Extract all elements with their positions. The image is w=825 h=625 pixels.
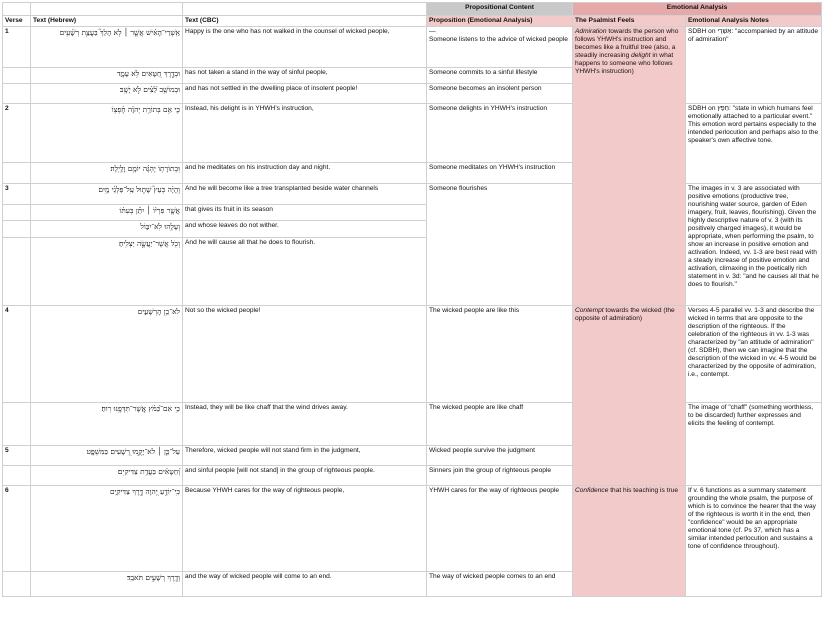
verse-cell[interactable]	[3, 238, 31, 306]
verse-cell[interactable]	[3, 68, 31, 84]
proposition-cell[interactable]: The way of wicked people comes to an end	[427, 572, 573, 597]
proposition-cell[interactable]: Someone commits to a sinful lifestyle	[427, 68, 573, 84]
verse-cell[interactable]	[3, 163, 31, 184]
table-row	[3, 184, 822, 205]
analysis-notes-cell[interactable]: The images in v. 3 are associated with positive emotions (productive tree, nourishing water source, garden of Eden imagery, fruit, leaves, flourishing). Given the highly descriptive nature of v. 3 (with its positively charged images), it would be appropriate, when performing the psalm, to show an increase in positive emotion and activation. Indeed, vv. 1-3 are best read with a steady increase of positive emotion and activation, climaxing in the poetically rich statement in v. 3d: "and he causes all that he does to flourish."	[686, 184, 822, 306]
hebrew-text-cell[interactable]: וְעָלֵ֥הוּ לֹֽא־יִבּ֑וֹל	[31, 221, 183, 238]
table-row	[3, 27, 822, 68]
cbc-text-cell[interactable]: And he will become like a tree transplanted beside water channels	[183, 184, 427, 205]
verse-cell[interactable]: 5	[3, 446, 31, 466]
column-header-proposition[interactable]: Proposition (Emotional Analysis)	[427, 16, 573, 27]
cbc-text-cell[interactable]: and he meditates on his instruction day and night.	[183, 163, 427, 184]
hebrew-text-cell[interactable]: עַל־כֵּ֤ן ׀ לֹא־יָקֻ֣מוּ רְ֭שָׁעִים בַּמִּשְׁפָּ֑ט	[31, 446, 183, 466]
column-header-verse[interactable]: Verse	[3, 16, 31, 27]
column-header-row	[3, 16, 822, 27]
analysis-notes-cell[interactable]: If v. 6 functions as a summary statement grounding the whole psalm, the purpose of which is to convince the hearer that the way of the righteous is worth it in the end, then "confidence" would be an appropriate emotional tone (cf. Ps 37, which has a similar intended perlocution and sustains a tone of confidence throughout).	[686, 486, 822, 597]
hebrew-text-cell[interactable]: אַֽשְׁרֵי־הָאִ֗ישׁ אֲשֶׁ֤ר ׀ לֹ֥א הָלַךְ֮ בַּעֲצַ֪ת רְשָׁ֫עִ֥ים	[31, 27, 183, 68]
hebrew-text-cell[interactable]: וְכֹ֖ל אֲשֶׁר־יַעֲשֶׂ֣ה יַצְלִֽיחַ׃	[31, 238, 183, 306]
analysis-notes-cell[interactable]: SDBH on חֵפֶץ: "state in which humans feel emotionally attached to a particular event." This emotion word pertains especially to the intended perlocution and perhaps also to the speaker's own affective tone.	[686, 104, 822, 184]
analysis-notes-cell[interactable]: Verses 4-5 parallel vv. 1-3 and describe the wicked in terms that are opposite to the description of the righteous. If the celebration of the righteous in vv. 1-3 was characterized by "an attitude of admiration" (cf. SDBH), then we can imagine that the description of the wicked in vv. 4-5 would be characterized by the opposite of admiration, i.e., contempt.	[686, 306, 822, 403]
cbc-text-cell[interactable]: Instead, his delight is in YHWH's instruction,	[183, 104, 427, 163]
cbc-text-cell[interactable]: Not so the wicked people!	[183, 306, 427, 403]
hebrew-text-cell[interactable]: וְ֝חַטָּאִ֗ים בַּעֲדַ֥ת צַדִּיקִֽים׃	[31, 466, 183, 486]
proposition-cell[interactable]: Someone becomes an insolent person	[427, 84, 573, 104]
hebrew-text-cell[interactable]: כִּ֥י אִם־כַּ֝מֹּ֗ץ אֲֽשֶׁר־תִּדְּפֶ֥נּוּ רֽוּחַ׃	[31, 403, 183, 446]
analysis-table	[2, 2, 822, 597]
verse-cell[interactable]	[3, 84, 31, 104]
hebrew-text-cell[interactable]: וְֽהָיָ֗ה כְּעֵץ֮ שָׁת֪וּל עַֽל־פַּלְגֵ֫י מָ֥יִם	[31, 184, 183, 205]
proposition-cell[interactable]: Someone delights in YHWH's instruction	[427, 104, 573, 163]
cbc-text-cell[interactable]: Because YHWH cares for the way of righteous people,	[183, 486, 427, 572]
hebrew-text-cell[interactable]: כִּ֤י אִ֥ם בְּתוֹרַ֥ת יְהוָ֗ה חֶ֫פְצ֥וֹ	[31, 104, 183, 163]
cbc-text-cell[interactable]: Happy is the one who has not walked in the counsel of wicked people,	[183, 27, 427, 68]
group-header-row	[3, 3, 822, 16]
proposition-cell[interactable]: The wicked people are like chaff	[427, 403, 573, 446]
hebrew-text-cell[interactable]: וּֽבְתוֹרָת֥וֹ יֶהְגֶּ֗ה יוֹמָ֥ם וָלָֽיְלָה׃	[31, 163, 183, 184]
emotion-term: Contempt	[575, 307, 604, 315]
emotion-emphasis: delight	[631, 52, 651, 60]
psalmist-feels-cell[interactable]	[573, 306, 686, 486]
verse-cell[interactable]: 2	[3, 104, 31, 163]
column-header-psalmist[interactable]: The Psalmist Feels	[573, 16, 686, 27]
cbc-text-cell[interactable]: that gives its fruit in its season	[183, 205, 427, 221]
column-header-cbc[interactable]: Text (CBC)	[183, 16, 427, 27]
emotion-term: Confidence	[575, 487, 609, 495]
column-header-hebrew[interactable]: Text (Hebrew)	[31, 16, 183, 27]
proposition-cell[interactable]: The wicked people are like this	[427, 306, 573, 403]
column-header-notes[interactable]: Emotional Analysis Notes	[686, 16, 822, 27]
analysis-notes-cell[interactable]: SDBH on אַשְׁרֵי: "accompanied by an attitude of admiration"	[686, 27, 822, 104]
verse-cell[interactable]	[3, 403, 31, 446]
emotion-description-tail: in what happens to someone who follows YHWH's instruction)	[575, 52, 674, 76]
hebrew-text-cell[interactable]: וּבְמוֹשַׁ֥ב לֵ֝צִ֗ים לֹ֣א יָשָֽׁב׃	[31, 84, 183, 104]
verse-cell[interactable]: 4	[3, 306, 31, 403]
hebrew-text-cell[interactable]: כִּֽי־יוֹדֵ֣עַ יְ֭הוָה דֶּ֣רֶךְ צַדִּיקִ֑ים	[31, 486, 183, 572]
verse-cell[interactable]: 3	[3, 184, 31, 205]
verse-cell[interactable]	[3, 572, 31, 597]
proposition-cell[interactable]: Someone meditates on YHWH's instruction	[427, 163, 573, 184]
empty-cell[interactable]	[3, 3, 31, 16]
cbc-text-cell[interactable]: Therefore, wicked people will not stand firm in the judgment,	[183, 446, 427, 466]
cbc-text-cell[interactable]: and sinful people [will not stand] in the group of righteous people.	[183, 466, 427, 486]
verse-cell[interactable]: 6	[3, 486, 31, 572]
emotion-description: towards the person who follows YHWH's instruction and becomes like a fruitful tree (also, a steadily increasing	[575, 28, 679, 60]
table-row	[3, 306, 822, 403]
proposition-cell[interactable]: YHWH cares for the way of righteous people	[427, 486, 573, 572]
emotion-description: that his teaching is true	[608, 487, 678, 495]
analysis-notes-cell[interactable]: The image of "chaff" (something worthless, to be discarded) further expresses and elicits the feeling of contempt.	[686, 403, 822, 486]
table-row	[3, 403, 822, 446]
hebrew-text-cell[interactable]: וְדֶ֖רֶךְ רְשָׁעִ֣ים תֹּאבֵֽד׃	[31, 572, 183, 597]
cbc-text-cell[interactable]: and has not settled in the dwelling place of insolent people!	[183, 84, 427, 104]
cbc-text-cell[interactable]: and whose leaves do not wither.	[183, 221, 427, 238]
verse-cell[interactable]: 1	[3, 27, 31, 68]
proposition-cell[interactable]: — Someone listens to the advice of wicked people	[427, 27, 573, 68]
table-row	[3, 104, 822, 163]
verse-cell[interactable]	[3, 221, 31, 238]
group-header-propositional[interactable]: Propositional Content	[427, 3, 573, 16]
cbc-text-cell[interactable]: Instead, they will be like chaff that the wind drives away.	[183, 403, 427, 446]
empty-cell[interactable]	[183, 3, 427, 16]
psalmist-feels-cell[interactable]	[573, 27, 686, 306]
table-row	[3, 486, 822, 572]
hebrew-text-cell[interactable]: וּבְדֶ֣רֶךְ חַ֭טָּאִים לֹ֥א עָמָ֑ד	[31, 68, 183, 84]
empty-cell[interactable]	[31, 3, 183, 16]
proposition-cell[interactable]: Sinners join the group of righteous people	[427, 466, 573, 486]
verse-cell[interactable]	[3, 466, 31, 486]
proposition-cell[interactable]: Wicked people survive the judgment	[427, 446, 573, 466]
emotion-description: towards the wicked (the opposite of admiration)	[575, 307, 675, 323]
proposition-cell[interactable]: Someone flourishes	[427, 184, 573, 306]
emotion-term: Admiration	[575, 28, 607, 36]
spreadsheet	[2, 2, 822, 597]
cbc-text-cell[interactable]: has not taken a stand in the way of sinful people,	[183, 68, 427, 84]
hebrew-text-cell[interactable]: לֹא־כֵ֥ן הָרְשָׁעִ֑ים	[31, 306, 183, 403]
cbc-text-cell[interactable]: And he will cause all that he does to flourish.	[183, 238, 427, 306]
psalmist-feels-cell[interactable]	[573, 486, 686, 597]
group-header-emotional[interactable]: Emotional Analysis	[573, 3, 822, 16]
cbc-text-cell[interactable]: and the way of wicked people will come to an end.	[183, 572, 427, 597]
hebrew-text-cell[interactable]: אֲשֶׁ֤ר פִּרְי֨וֹ ׀ יִתֵּ֬ן בְּעִתּ֗וֹ	[31, 205, 183, 221]
verse-cell[interactable]	[3, 205, 31, 221]
